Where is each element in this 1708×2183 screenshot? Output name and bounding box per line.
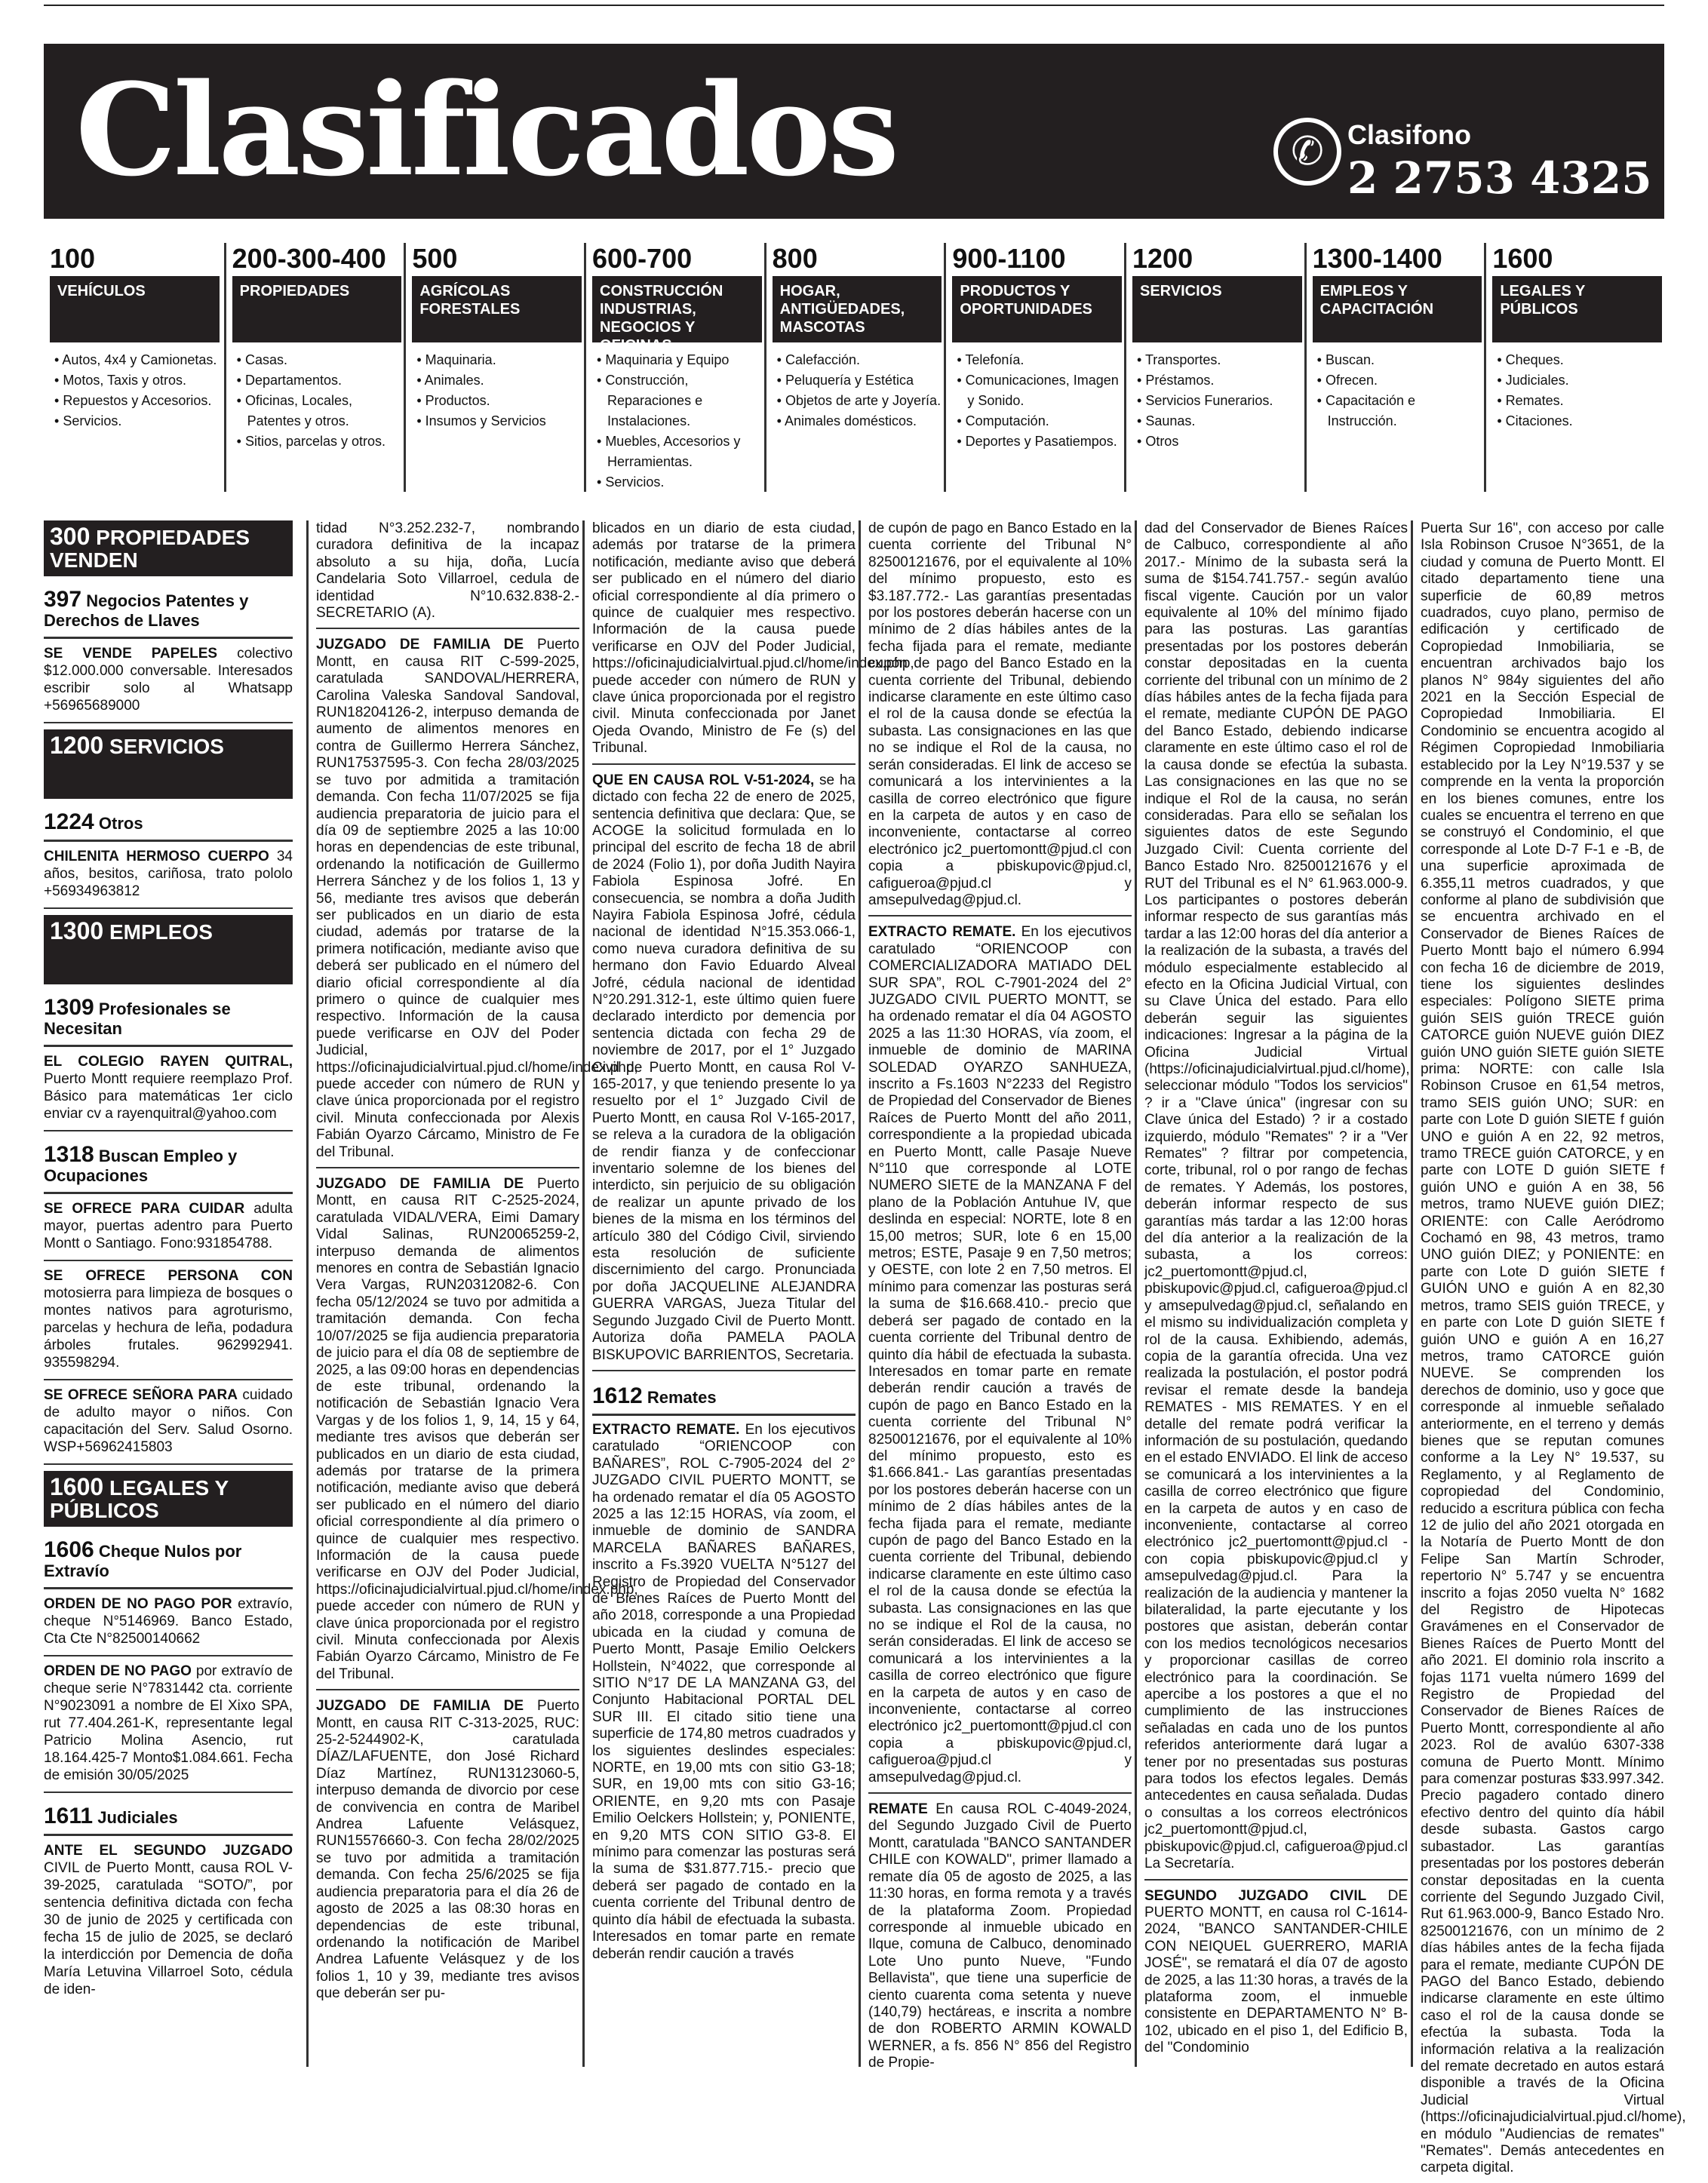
category-item: • Maquinaria y Equipo [597,352,730,367]
category-item: • Animales. [416,373,484,388]
category-items [237,350,407,452]
classified-ad: ORDEN DE NO PAGO POR extravío, cheque N°5146969. Banco Estado, Cta Cte N°82500140662 [44,1595,293,1656]
category-item: • Remates. [1497,393,1564,408]
classified-ad: CHILENITA HERMOSO CUERPO 34 años, besitos, cariñosa, trato pololo +56934963812 [44,848,293,909]
section-header-1300: 1300 EMPLEOS [44,915,293,984]
category-item: • Muebles, Accesorios y Herramientas. [597,434,741,469]
classified-ad: SE OFRECE SEÑORA PARA cuidado de adulto mayor o niños. Con capacitación del Serv. Salud Osorno. WSP+56962415803 [44,1386,293,1465]
legal-notice: EXTRACTO REMATE. En los ejecutivos caratulado “ORIENCOOP con COMERCIALIZADORA MATIADO DEL SUR SPA”, ROL C-7901-2024 del 2° JUZGADO CIVIL PUERTO MONTT, se ha ordenado rematar el día 04 AGOSTO 2025 a las 11:30 HORAS, vía zoom, el inmueble de dominio de MARINA SOLEDAD OYARZO SANHUEZA, inscrito a Fs.1603 N°2233 del Registro de Propiedad del Conservador de Bienes Raíces de Puerto Montt del año 2011, correspondiente a la propiedad ubicada en Puerto Montt, calle Pasaje Nueve N°110 que corresponde al LOTE NUMERO SIETE de la MANZANA F del plano de la Población Antuhue IV, que deslinda en especial: NORTE, lote 8 en 15,00 metros; SUR, lote 6 en 15,00 metros; ESTE, Pasaje 9 en 7,50 metros; y OESTE, con lote 2 en 7,50 metros. El mínimo para comenzar las posturas será la suma de $16.668.410.- precio que deberá ser pagado de contado en la cuenta corriente del Tribunal dentro de quinto día hábil de efectuada la subasta. Interesados en tomar parte en remate deberán rendir caución a través de cupón de pago en Banco Estado en la cuenta corriente del Tribunal N° 82500121676, por el equivalente al 10% del mínimo propuesto, esto es $1.666.841.- Las garantías presentadas por los postores deberán hacerse con un mínimo de 2 días hábiles antes de la fecha fijada para el remate, mediante cupón de pago del Banco Estado en la cuenta corriente del Tribunal, debiendo indicarse claramente en este último caso el rol de la causa donde se efectúa la subasta. Las consignaciones en las que no se indique el Rol de la causa, no serán consideradas. El link de acceso se comunicará a los intervinientes a la casilla de correo electrónico que figure en la carpeta de autos y en caso de inconveniente, contactarse al correo electrónico jc2_puertomontt@pjud.cl con copia a pbiskupovic@pjud.cl, cafigueroa@pjud.cl y amsepulvedag@pjud.cl. [868,924,1132,1794]
category-item: • Servicios Funerarios. [1137,393,1273,408]
legal-notice: SEGUNDO JUZGADO CIVIL DE PUERTO MONTT, en causa rol C-1614-2024, "BANCO SANTANDER-CHILE CON NEIQUEL GUERRERO, MARIA JOSÉ", se rematará el día 07 de agosto de 2025, a las 11:30 horas, a través de la plataforma zoom, el inmueble consistente en DEPARTAMENTO N° B-102, ubicado en el piso 1, del Edificio B, del "Condominio [1144,1887,1408,2056]
section-header-1200: 1200 SERVICIOS [44,729,293,799]
category-8 [1484,243,1667,492]
category-item: • Motos, Taxis y otros. [54,373,187,388]
column-6 [1411,520,1686,2176]
category-1 [224,243,407,492]
category-item: • Cheques. [1497,352,1564,367]
classified-ad: ORDEN DE NO PAGO por extravío de cheque serie N°7831442 cta. corriente N°9023091 a nombre de El Xixo SPA, rut 77.404.261-K, representante legal Patricio Molina Asencio, rut 18.164.425-7 Monto$1.084.661. Fecha de emisión 30/05/2025 [44,1663,293,1793]
legal-notice: tidad N°3.252.232-7, nombrando curadora definitiva de la incapaz absoluto a su hija, doña, Lucía Candelaria Soto Villarroel, cedula de identidad N°10.632.838-2.-SECRETARIO (A). [316,520,579,629]
legal-notice: JUZGADO DE FAMILIA DE Puerto Montt, en causa RIT C-599-2025, caratulada SANDOVAL/HERRERA, Carolina Valeska Sandoval Sandoval, RUN18204126-2, interpuso demanda de aumento de alimentos menores en contra de Guillermo Herrera Sánchez, RUN17537595-3. Con fecha 28/03/2025 se tuvo por admitida a tramitación demanda. Con fecha 11/07/2025 se fija audiencia preparatoria de juicio para el día 09 de septiembre 2025 a las 10:00 horas en dependencias de este tribunal, ordenando la notificación de Guillermo Herrera Sánchez y de los folios 1, 13 y 56, mediante tres avisos que deberán ser publicados en un diario de esta ciudad, además por tratarse de la primera notificación, mediante aviso que deberá ser publicado en el número del diario oficial correspondiente al día primero o quince de cualquier mes respectivo. Información de la causa puede verificarse en OJV del Poder Judicial, https://oficinajudicialvirtual.pjud.cl/home/index.php, puede acceder con número de RUN y clave única proporcionada por el registro civil. Minuta confeccionada por Alexis Fabián Oyarzo Cárcamo, Ministro de Fe del Tribunal. [316,637,579,1168]
subsection-1224: 1224 Otros [44,805,293,842]
category-item: • Buscan. [1316,352,1375,367]
category-name: PRODUCTOS Y OPORTUNIDADES [952,276,1122,342]
category-name: PROPIEDADES [232,276,402,342]
category-items [1497,350,1667,431]
category-item: • Objetos de arte y Joyería. [776,393,942,408]
category-6 [1124,243,1307,492]
clasifono-label: Clasifono [1347,119,1472,150]
category-number: 200-300-400 [232,243,386,274]
legal-notice: de cupón de pago en Banco Estado en la cuenta corriente del Tribunal N° 82500121676, por el equivalente al 10% del mínimo propuesto, esto es $3.187.772.- Las garantías presentadas por los postores deberán hacerse con un mínimo de 2 días hábiles antes de la fecha fijada para el remate, mediante cupón de pago del Banco Estado en la cuenta corriente del Tribunal, debiendo indicarse claramente en este último caso el rol de la causa donde se efectúa la subasta. Las consignaciones en las que no se indique el Rol de la causa, no serán consideradas. El link de acceso se comunicará a los intervinientes a la casilla de correo electrónico que figure en la carpeta de autos y en caso de inconveniente, contactarse al correo electrónico jc2_puertomontt@pjud.cl con copia a pbiskupovic@pjud.cl, cafigueroa@pjud.cl y amsepulvedag@pjud.cl. [868,520,1132,916]
category-name: SERVICIOS [1132,276,1302,342]
category-number: 800 [772,243,818,274]
category-name: VEHÍCULOS [50,276,220,342]
category-item: • Ofrecen. [1316,373,1378,388]
category-items [1137,350,1307,452]
subsection-397: 397 Negocios Patentes y Derechos de Llaves [44,582,293,639]
category-number: 1200 [1132,243,1193,274]
category-4 [764,243,947,492]
category-items [957,350,1126,452]
category-number: 1600 [1492,243,1553,274]
column-2 [306,520,638,2067]
category-items [416,350,586,431]
column-3 [582,520,914,2067]
subsection-1606: 1606 Cheque Nulos por Extravío [44,1533,293,1589]
category-item: • Otros [1137,434,1179,449]
category-number: 600-700 [592,243,693,274]
category-items [54,350,224,431]
subsection-1612: 1612 Remates [592,1379,856,1416]
category-item: • Peluquería y Estética [776,373,914,388]
category-name: CONSTRUCCIÓN INDUSTRIAS, NEGOCIOS Y OFICINAS [592,276,762,342]
category-item: • Repuestos y Accesorios. [54,393,212,408]
classified-ad: ANTE EL SEGUNDO JUZGADO CIVIL de Puerto Montt, causa ROL V-39-2025, caratulada “SOTO/”, por sentencia definitiva dictada con fecha 30 de junio de 2025 y certificada con fecha 15 de julio de 2025, se declaró la interdicción por Demencia de doña María Letuvina Villarroel Soto, cédula de iden- [44,1843,293,1997]
category-item: • Capacitación e Instrucción. [1316,393,1416,428]
column-5 [1135,520,1408,2067]
classified-ad: EL COLEGIO RAYEN QUITRAL, Puerto Montt requiere reemplazo Prof. Básico para matemáticas 1er ciclo enviar cv a rayenquitral@yahoo.com [44,1053,293,1131]
legal-notice: blicados en un diario de esta ciudad, además por tratarse de la primera notificación, mediante aviso que deberá ser publicado en el número del diario oficial correspondiente al día primero o quince de cualquier mes respectivo. Información de la causa puede verificarse en OJV del Poder Judicial, https://oficinajudicialvirtual.pjud.cl/home/index.php, puede acceder con número de RUN y clave única proporcionada por el registro civil. Minuta confeccionada por Janet Ojeda Ovando, Ministro de Fe (s) del Tribunal. [592,520,856,765]
category-item: • Animales domésticos. [776,413,917,428]
subsection-1309: 1309 Profesionales se Necesitan [44,990,293,1047]
masthead [44,44,1664,219]
legal-notice: EXTRACTO REMATE. En los ejecutivos caratulado “ORIENCOOP con BAÑARES”, ROL C-7905-2024 del 2° JUZGADO CIVIL PUERTO MONTT, se ha ordenado rematar el día 05 AGOSTO 2025 a las 12:15 HORAS, vía zoom, el inmueble de dominio de SANDRA MARCELA BAÑARES BAÑARES, inscrito a Fs.3920 VUELTA N°5127 del Registro de Propiedad del Conservador de Bienes Raíces de Puerto Montt del año 2018, corresponde a una Propiedad ubicada en la ciudad y comuna de Puerto Montt, Pasaje Emilio Oelckers Hollstein, N°4022, que corresponde al SITIO N°17 DE LA MANZANA G3, del Conjunto Habitacional PORTAL DEL SUR III. El citado sitio tiene una superficie de 174,80 metros cuadrados y los siguientes deslindes especiales: NORTE, en 19,00 mts con sitio G3-18; SUR, en 19,00 mts con sitio G3-16; ORIENTE, en 9,20 mts con Pasaje Emilio Oelckers Hollstein; y, PONIENTE, en 9,20 MTS CON SITIO G3-8. El mínimo para comenzar las posturas será la suma de $31.877.715.- precio que deberá ser pagado de contado en la cuenta corriente del Tribunal dentro de quinto día hábil de efectuada la subasta. Interesados en tomar parte en remate deberán rendir caución a través [592,1421,856,1962]
category-item: • Productos. [416,393,490,408]
column-1 [44,520,293,2067]
category-item: • Comunicaciones, Imagen y Sonido. [957,373,1119,408]
category-items [777,350,947,431]
category-item: • Casas. [236,352,287,367]
category-name: LEGALES Y PÚBLICOS [1492,276,1662,342]
classified-ad: SE VENDE PAPELES colectivo $12.000.000 conversable. Interesados escribir solo al Whatsapp +56965689000 [44,645,293,723]
category-item: • Servicios. [597,474,665,490]
category-number: 500 [412,243,458,274]
category-item: • Oficinas, Locales, Patentes y otros. [236,393,353,428]
legal-notice: REMATE En causa ROL C-4049-2024, del Segundo Juzgado Civil de Puerto Montt, caratulada "BANCO SANTANDER CHILE con KOWALD", primer llamado a remate día 05 de agosto de 2025, a las 11:30 horas, en forma remota y a través de la plataforma Zoom. Propiedad corresponde al inmueble ubicado en Ilque, comuna de Calbuco, denominado Lote Uno punto Nueve, "Fundo Bellavista", que tiene una superficie de ciento cuarenta coma setenta y nueve (140,79) hectáreas, e inscrita a nombre de don ROBERTO ARMIN KOWALD WERNER, a fs. 856 N° 856 del Registro de Propie- [868,1801,1132,2071]
category-name: EMPLEOS Y CAPACITACIÓN [1313,276,1482,342]
classified-ad: SE OFRECE PERSONA CON motosierra para limpieza de bosques o montes nativos para agroturismo, parcelas y hechura de leña, podadura árboles frutales. 962992941. 935598294. [44,1267,293,1380]
category-item: • Insumos y Servicios [416,413,546,428]
category-item: • Préstamos. [1137,373,1215,388]
category-item: • Deportes y Pasatiempos. [957,434,1117,449]
category-item: • Telefonía. [957,352,1024,367]
category-0 [44,243,224,492]
top-rule [44,0,1664,6]
category-items [597,350,766,493]
category-number: 100 [50,243,96,274]
category-item: • Servicios. [54,413,122,428]
category-item: • Transportes. [1137,352,1221,367]
legal-notice: dad del Conservador de Bienes Raíces de Calbuco, correspondiente al año 2017.- Mínimo de la subasta será la suma de $154.741.757.- según avalúo fiscal vigente. Caución por un valor equivalente al 10% del mínimo fijado para las posturas. Las garantías presentadas por los postores deberán constar depositadas en la cuenta corriente del tribunal con un mínimo de 2 días hábiles antes de la fecha fijada para el remate, mediante CUPÓN DE PAGO del Banco Estado, debiendo indicarse claramente en este último caso el rol de la causa donde se efectúa la subasta. Las consignaciones en las que no se indique el Rol de la causa, no serán consideradas. Para ello se señalan los siguientes datos de este Segundo Juzgado Civil: Cuenta corriente del Banco Estado Nro. 82500121676 y el RUT del Tribunal es el N° 61.963.000-9. Los participantes o postores deberán informar respecto de sus garantías más tardar a las 12:00 horas del día anterior a la realización de la subasta, a través del módulo especialmente establecido al efecto en la Oficina Judicial Virtual, con su Clave Única del estado. Para ello deberán seguir las siguientes indicaciones: Ingresar a la página de la Oficina Judicial Virtual (https://oficinajudicialvirtual.pjud.cl/home), seleccionar módulo "Todos los servicios" ? ir a "Clave única" (ingresar con su Clave única del Estado) ? ir a costado izquierdo, módulo "Remates" ? ir a "Ver Remates" ? filtrar por competencia, corte, tribunal, rol o por rango de fechas de remates. Y Además, los postores, deberán informar respecto de sus garantías más tardar a las 12:00 horas del día anterior a la realización de la subasta, a los correos: jc2_puertomontt@pjud.cl, pbiskupovic@pjud.cl, cafigueroa@pjud.cl y amsepulvedag@pjud.cl, señalando en el mismo su individualización completa y rol de la causa. Exhibiendo, además, copia de la garantía ofrecida. Una vez realizada la postulación, el postor podrá revisar el remate desde la bandeja REMATES - MIS REMATES. Y en el detalle del remate podrá verificar la información de su postulación, quedando en el estado ENVIADO. El link de acceso se comunicará a los intervinientes a la casilla de correo electrónico que figure en la carpeta de autos y en caso de inconveniente, contactarse al correo electrónico jc2_puertomontt@pjud.cl - con copia pbiskupovic@pjud.cl y amsepulvedag@pjud.cl. Para la realización de la audiencia y mantener la bilateralidad, la parte ejecutante y los postores que asistan, deberán contar con los medios tecnológicos necesarios y proporcionar casillas de correo electrónico para la coordinación. Se apercibe a los postores a que el no cumplimiento de las instrucciones señaladas en cada uno de los puntos referidos anteriormente dará lugar a tener por no presentadas sus posturas para todos los efectos legales. Demás antecedentes en causa señalada. Dudas o consultas a los correos electrónicos jc2_puertomontt@pjud.cl, pbiskupovic@pjud.cl, cafigueroa@pjud.cl La Secretaría. [1144,520,1408,1881]
category-item: • Maquinaria. [416,352,496,367]
category-5 [944,243,1126,492]
category-item: • Saunas. [1137,413,1196,428]
category-item: • Departamentos. [236,373,343,388]
category-items [1317,350,1487,431]
subsection-1318: 1318 Buscan Empleo y Ocupaciones [44,1138,293,1194]
category-item: • Citaciones. [1497,413,1573,428]
column-4 [859,520,1132,2071]
section-header-300: 300 PROPIEDADES VENDEN [44,520,293,576]
legal-notice: JUZGADO DE FAMILIA DE Puerto Montt, en causa RIT C-313-2025, RUC: 25-2-5244902-K, caratulada DÍAZ/LAFUENTE, don José Richard Díaz Martínez, RUN13123060-5, interpuso demanda de divorcio por cese de convivencia en contra de Maribel Andrea Lafuente Velásquez, RUN15576660-3. Con fecha 28/02/2025 se tuvo por admitida a tramitación demanda. Con fecha 25/6/2025 se fija audiencia preparatoria para el día 26 de agosto de 2025 a las 08:30 horas en dependencias de este tribunal, ordenando la notificación de Maribel Andrea Lafuente Velásquez y de los folios 1, 10 y 39, mediante tres avisos que deberán ser pu- [316,1698,579,2002]
category-number: 1300-1400 [1312,243,1442,274]
section-title: Clasificados [75,55,897,204]
phone-icon: ✆ [1273,118,1341,186]
category-7 [1304,243,1487,492]
classified-ad: SE OFRECE PARA CUIDAR adulta mayor, puertas adentro para Puerto Montt o Santiago. Fono:931854788. [44,1200,293,1261]
category-item: • Judiciales. [1497,373,1569,388]
legal-notice: QUE EN CAUSA ROL V-51-2024, se ha dictado con fecha 22 de enero de 2025, sentencia definitiva que declara: Que, se ACOGE la solicitud formulada en lo principal del escrito de fecha 18 de abril de 2024 (Folio 1), por doña Judith Nayira Fabiola Espinosa Jofré. En consecuencia, se nombra a doña Judith Nayira Fabiola Espinosa Jofré, cédula nacional de identidad N°15.353.066-1, como nueva curadora definitiva de su hermano don Favio Eduardo Alveal Jofré, cédula nacional de identidad N°20.291.312-1, este último quien fuere declarado interdicto por demencia por sentencia dictada con fecha 29 de noviembre de 2017, por el 1° Juzgado Civil de Puerto Montt, en causa Rol V-165-2017, y que teniendo presente lo ya resuelto por el 1° Juzgado Civil de Puerto Montt, en causa Rol V-165-2017, se releva a la curadora de la obligación de rendir fianza y de confeccionar inventario solemne de los bienes del interdicto, sin perjuicio de su obligación de realizar un apunte privado de los bienes de la misma en los términos del artículo 380 del Código Civil, sirviendo esta resolución de suficiente discernimiento del cargo. Pronunciada por doña JACQUELINE ALEJANDRA GUERRA VARGAS, Jueza Titular del Segundo Juzgado Civil de Puerto Montt. Autoriza doña PAMELA PAOLA BISKUPOVIC BARRIENTOS, Secretaria. [592,772,856,1371]
category-index [44,243,1664,492]
category-number: 900-1100 [952,243,1066,274]
clasifono-number: 2 2753 4325 [1347,152,1652,204]
category-item: • Construcción, Reparaciones e Instalaciones. [597,373,703,428]
section-header-1600: 1600 LEGALES Y PÚBLICOS [44,1471,293,1527]
category-item: • Sitios, parcelas y otros. [236,434,386,449]
category-item: • Calefacción. [776,352,861,367]
subsection-1611: 1611 Judiciales [44,1799,293,1836]
category-name: HOGAR, ANTIGÜEDADES, MASCOTAS [773,276,942,342]
legal-notice: JUZGADO DE FAMILIA DE Puerto Montt, en causa RIT C-2525-2024, caratulada VIDAL/VERA, Eimi Damary Vidal Salinas, RUN20065259-2, interpuso demanda de alimentos menores en contra de Sebastián Ignacio Vera Vargas, RUN20312082-6. Con fecha 05/12/2024 se tuvo por admitida a tramitación demanda. Con fecha 10/07/2025 se fija audiencia preparatoria de juicio para el día 08 de septiembre de 2025, a las 09:00 horas en dependencias de este tribunal, ordenando la notificación de Sebastián Ignacio Vera Vargas y de los folios 1, 9, 14, 15 y 64, mediante tres avisos que deberán ser publicados en un diario de esta ciudad, además por tratarse de la primera notificación, mediante aviso que deberá ser publicado en el número del diario oficial correspondiente al día primero o quince de cualquier mes respectivo. Información de la causa puede verificarse en OJV del Poder Judicial, https://oficinajudicialvirtual.pjud.cl/home/index.php, puede acceder con número de RUN y clave única proporcionada por el registro civil. Minuta confeccionada por Alexis Fabián Oyarzo Cárcamo, Ministro de Fe del Tribunal. [316,1176,579,1690]
category-name: AGRÍCOLAS FORESTALES [412,276,582,342]
category-3 [584,243,766,492]
category-item: • Autos, 4x4 y Camionetas. [54,352,217,367]
category-item: • Computación. [957,413,1049,428]
legal-notice: Puerta Sur 16", con acceso por calle Isla Robinson Crusoe N°3651, de la ciudad y comuna de Puerto Montt. El citado departamento tiene una superficie de 60,89 metros cuadrados, cuyo plano, permiso de edificación y certificado de Copropiedad Inmobiliaria, se encuentran archivados bajo los planos N° 984y siguientes del año 2021 en la Sección Especial de Copropiedad Inmobiliaria. El Condominio se encuentra acogido al Régimen Copropiedad Inmobiliaria establecido por la Ley N°19.537 y se comprende en la venta la proporción en los bienes comunes, entre los cuales se encuentra el terreno en que se construyó el Condominio, el que corresponde al Lote D-7 F-1 e -B, de una superficie aproximada de 6.355,11 metros cuadrados, y que conforme al plano de subdivisión que se encuentra archivado en el Conservador de Bienes Raíces de Puerto Montt bajo el número 6.994 con fecha 16 de diciembre de 2019, tiene los siguientes deslindes especiales: Polígono SIETE prima guión SEIS guión TRECE guión CATORCE guión NUEVE guión DIEZ guión UNO guión SIETE guión SIETE prima: NORTE: con calle Isla Robinson Crusoe en 61,54 metros, tramo SEIS guión UNO; SUR: en parte con Lote D guión SIETE f guión UNO e guión A en 22, 92 metros, tramo TRECE guión CATORCE, y en parte con LOTE D guión SIETE f guión UNO e guión A en 38, 56 metros, tramo NUEVE guión DIEZ; ORIENTE: con Calle Aeródromo Cochamó en 98, 43 metros, tramo UNO guión DIEZ; y PONIENTE: en parte con Lote D guión SIETE f GUIÓN UNO e guión A en 82,30 metros, tramo SEIS guión TRECE, y en parte con Lote D guión SIETE f guión UNO e guión A en 16,27 metros, tramo CATORCE guión NUEVE. Se comprenden los derechos de dominio, uso y goce que corresponde al inmueble señalado anteriormente, en el terreno y demás bienes que se reputan comunes conforme a la Ley N° 19.537, su Reglamento, y al Reglamento de copropiedad del Condominio, reducido a escritura pública con fecha 12 de julio del año 2021 otorgada en la Notaría de Puerto Montt de don Felipe San Martín Schroder, repertorio N° 5.747 y se encuentra inscrito a fojas 2050 vuelta N° 1682 del Registro de Hipotecas Gravámenes en el Conservador de Bienes Raíces de Puerto Montt del año 2021. El dominio rola inscrito a fojas 1171 vuelta número 1699 del Registro de Propiedad del Conservador de Bienes Raíces de Puerto Montt, correspondiente al año 2023. Rol de avalúo 6307-338 comuna de Puerto Montt. Mínimo para comenzar posturas $33.997.342. Precio pagadero contado dinero efectivo dentro del quinto día hábil desde subasta. Gastos cargo subastador. Las garantías presentadas por los postores deberán constar depositadas en la cuenta corriente del Segundo Juzgado Civil, Rut 61.963.000-9, Banco Estado Nro. 82500121676, con un mínimo de 2 días hábiles antes de la fecha fijada para el remate, mediante CUPÓN DE PAGO del Banco Estado, debiendo indicarse claramente en este último caso el rol de la causa donde se efectúa la subasta. Toda la información relativa a la realización del remate decretado en autos estará disponible a través de la Oficina Judicial Virtual (https://oficinajudicialvirtual.pjud.cl/home), en módulo "Audiencias de remates" "Remates". Demás antecedentes en carpeta digital. [1421,520,1686,2176]
category-2 [404,243,586,492]
